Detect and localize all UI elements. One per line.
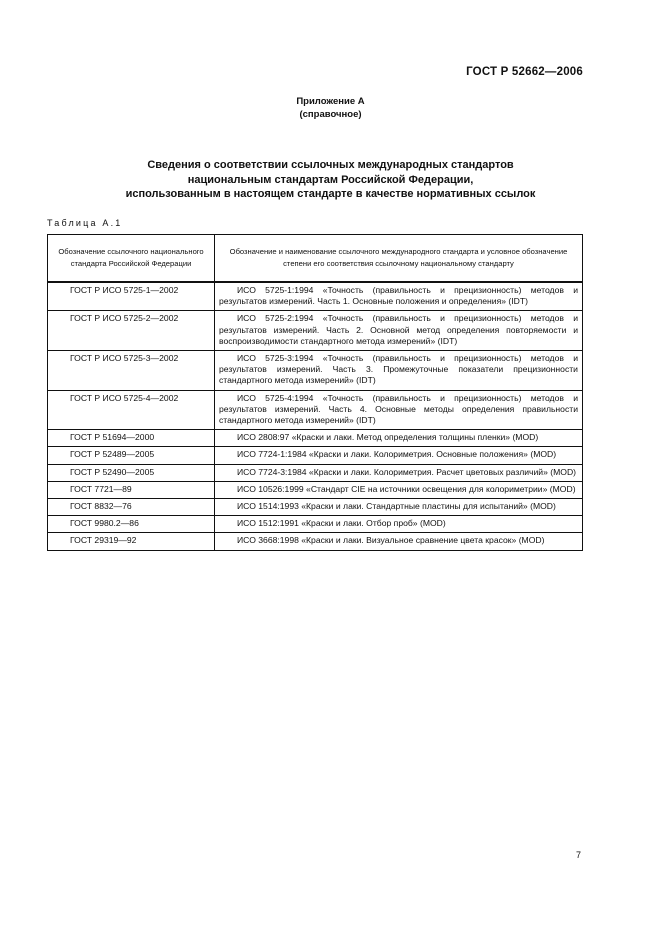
international-standard-cell: ИСО 5725-1:1994 «Точность (правильность и прецизионность) методов и результатов измерений. Часть 1. Основные положения и определения» (IDT) <box>215 282 583 311</box>
table-row <box>48 464 583 481</box>
international-standard-cell: ИСО 2808:97 «Краски и лаки. Метод определения толщины пленки» (MOD) <box>215 430 583 447</box>
col-header-national: Обозначение ссылочного национального стандарта Российской Федерации <box>48 235 215 283</box>
national-standard-cell: ГОСТ Р ИСО 5725-2—2002 <box>48 311 215 351</box>
page-number: 7 <box>575 850 581 860</box>
national-standard-cell: ГОСТ Р 52489—2005 <box>48 447 215 464</box>
national-standard-cell: ГОСТ 29319—92 <box>48 533 215 550</box>
standards-table <box>47 234 583 551</box>
heading-line-1: Сведения о соответствии ссылочных международных стандартов <box>147 159 514 171</box>
table-row <box>48 499 583 516</box>
col-header-international: Обозначение и наименование ссылочного международного стандарта и условное обозначение степени его соответствия ссылочному национальному стандарту <box>215 235 583 283</box>
heading-line-2: национальным стандартам Российской Федерации, <box>187 173 474 186</box>
section-heading <box>0 158 661 202</box>
international-standard-cell: ИСО 5725-3:1994 «Точность (правильность и прецизионность) методов и результатов измерений. Часть 3. Промежуточные показатели прецизионности стандартного метода измерений» (IDT) <box>215 351 583 391</box>
national-standard-cell: ГОСТ 8832—76 <box>48 499 215 516</box>
table-row <box>48 311 583 351</box>
table-row <box>48 282 583 311</box>
international-standard-cell: ИСО 10526:1999 «Стандарт CIE на источники освещения для колориметрии» (MOD) <box>215 481 583 498</box>
national-standard-cell: ГОСТ Р 52490—2005 <box>48 464 215 481</box>
international-standard-cell: ИСО 3668:1998 «Краски и лаки. Визуальное сравнение цвета красок» (MOD) <box>215 533 583 550</box>
national-standard-cell: ГОСТ 7721—89 <box>48 481 215 498</box>
table-header-row <box>48 235 583 283</box>
heading-line-3: использованным в настоящем стандарте в качестве нормативных ссылок <box>125 188 536 200</box>
international-standard-cell: ИСО 7724-1:1984 «Краски и лаки. Колориметрия. Основные положения» (MOD) <box>215 447 583 464</box>
table-row <box>48 430 583 447</box>
international-standard-cell: ИСО 5725-4:1994 «Точность (правильность и прецизионность) методов и результатов измерений. Часть 4. Основные методы определения правильности стандартного метода измерений» (IDT) <box>215 390 583 430</box>
international-standard-cell: ИСО 5725-2:1994 «Точность (правильность и прецизионность) методов и результатов измерений. Часть 2. Основной метод определения повторяемости и воспроизводимости стандартного метода измерений» (IDT) <box>215 311 583 351</box>
national-standard-cell: ГОСТ Р 51694—2000 <box>48 430 215 447</box>
table-row <box>48 447 583 464</box>
table-row <box>48 481 583 498</box>
national-standard-cell: ГОСТ Р ИСО 5725-4—2002 <box>48 390 215 430</box>
table-row <box>48 390 583 430</box>
table-row <box>48 533 583 550</box>
appendix-block <box>0 95 661 121</box>
table-row <box>48 351 583 391</box>
national-standard-cell: ГОСТ Р ИСО 5725-1—2002 <box>48 282 215 311</box>
document-code: ГОСТ Р 52662—2006 <box>466 66 583 78</box>
national-standard-cell: ГОСТ 9980.2—86 <box>48 516 215 533</box>
appendix-title: Приложение А <box>296 96 365 107</box>
table-label: Таблица А.1 <box>47 218 123 228</box>
international-standard-cell: ИСО 1512:1991 «Краски и лаки. Отбор проб» (MOD) <box>215 516 583 533</box>
international-standard-cell: ИСО 7724-3:1984 «Краски и лаки. Колориметрия. Расчет цветовых различий» (MOD) <box>215 464 583 481</box>
table-row <box>48 516 583 533</box>
appendix-subtitle: (справочное) <box>299 109 362 120</box>
national-standard-cell: ГОСТ Р ИСО 5725-3—2002 <box>48 351 215 391</box>
international-standard-cell: ИСО 1514:1993 «Краски и лаки. Стандартные пластины для испытаний» (MOD) <box>215 499 583 516</box>
